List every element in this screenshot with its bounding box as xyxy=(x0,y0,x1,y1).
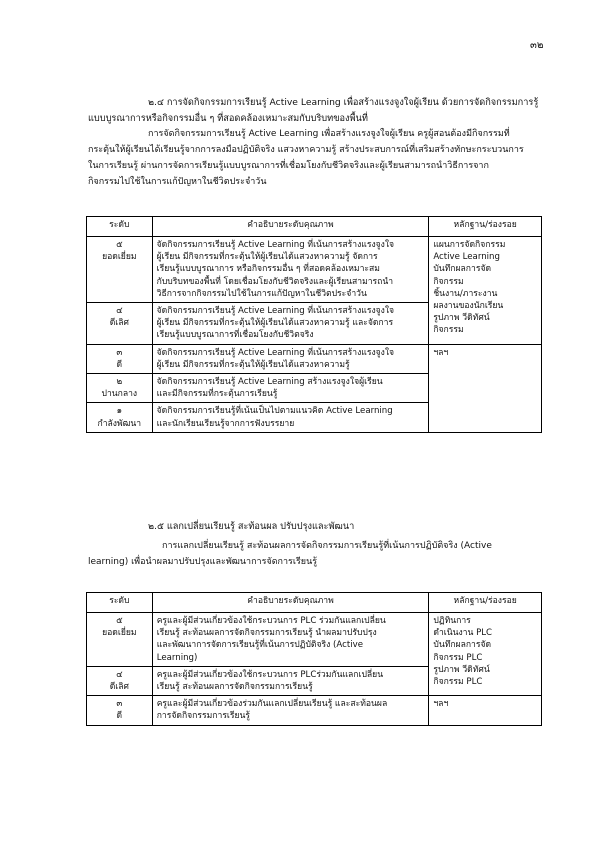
quality-table-2-5 xyxy=(86,592,542,726)
section-heading-2-4: ๒.๔ การจัดกิจกรรมการเรียนรู้ Active Learning เพื่อสร้างแรงจูงใจผู้เรียน ด้วยการจัดกิจกรรมการรู้ xyxy=(148,97,539,108)
description-line: เรียนรู้แบบบูรณาการ หรือกิจกรรมอื่น ๆ ที่สอดคล้องเหมาะสม xyxy=(156,264,380,275)
description-cell xyxy=(152,403,429,432)
level-number: ๓ xyxy=(116,347,123,358)
paragraph-line: learning) เพื่อนำผลมาปรับปรุงและพัฒนาการจัดการเรียนรู้ xyxy=(88,557,318,567)
evidence-item: ผลงานของนักเรียน xyxy=(433,301,504,312)
paragraph-line: ในการเรียนรู้ ผ่านการจัดการเรียนรู้แบบบูรณาการที่เชื่อมโยงกับชีวิตจริงและผู้เรียนสามารถนำวิธีการจาก xyxy=(88,161,489,171)
evidence-item: Active Learning xyxy=(433,252,500,263)
column-header-evidence: หลักฐาน/ร่องรอย xyxy=(429,593,542,613)
description-line: จัดกิจกรรมการเรียนรู้ Active Learning ที่เน้นการสร้างแรงจูงใจ xyxy=(156,240,395,250)
evidence-item: บันทึกผลการจัด xyxy=(433,640,492,651)
level-label: ยอดเยี่ยม xyxy=(102,252,137,263)
table-row xyxy=(87,237,542,303)
paragraph-line: กิจกรรมไปใช้ในการแก้ปัญหาในชีวิตประจำวัน xyxy=(88,177,267,187)
evidence-item: รูปภาพ วีดิทัศน์ xyxy=(433,313,490,324)
level-label: ยอดเยี่ยม xyxy=(102,628,137,639)
level-cell xyxy=(87,303,153,345)
level-number: ๕ xyxy=(116,616,123,626)
evidence-item: แผนการจัดกิจกรรม xyxy=(433,240,506,250)
table-row xyxy=(87,613,542,667)
description-line: จัดกิจกรรมการเรียนรู้ที่เน้นเป็นไปตามแนวคิด Active Learning xyxy=(156,406,393,417)
level-cell xyxy=(87,613,153,667)
evidence-item: กิจกรรม PLC xyxy=(433,652,483,663)
level-cell xyxy=(87,344,153,373)
description-line: ผู้เรียน มีกิจกรรมที่กระตุ้นให้ผู้เรียนได้แสวงหาความรู้ xyxy=(156,359,350,370)
level-label: ดี xyxy=(116,711,123,722)
description-line: และนักเรียนเรียนรู้จากการฟังบรรยาย xyxy=(156,418,295,429)
description-line: ผู้เรียน มีกิจกรรมที่กระตุ้นให้ผู้เรียนได้แสวงหาความรู้ และจัดการ xyxy=(156,318,394,329)
description-line: ครูและผู้มีส่วนเกี่ยวข้องร่วมกันแลกเปลี่ยนเรียนรู้ และสะท้อนผล xyxy=(156,699,388,710)
description-line: กับบริบทของพื้นที่ โดยเชื่อมโยงกับชีวิตจริงและผู้เรียนสามารถนำ xyxy=(156,276,394,287)
evidence-item: กิจกรรม PLC xyxy=(433,677,483,688)
evidence-item: บันทึกผลการจัด xyxy=(433,264,492,275)
level-cell xyxy=(87,666,153,695)
description-line: ผู้เรียน มีกิจกรรมที่กระตุ้นให้ผู้เรียนได้แสวงหาความรู้ จัดการ xyxy=(156,252,378,263)
evidence-item: ชิ้นงาน/ภาระงาน xyxy=(433,288,498,299)
description-cell xyxy=(152,666,429,695)
description-line: เรียนรู้ สะท้อนผลการจัดกิจกรรมการเรียนรู้ นำผลมาปรับปรุง xyxy=(156,628,377,639)
description-cell xyxy=(152,374,429,403)
description-cell xyxy=(152,613,429,667)
evidence-item: รูปภาพ วีดิทัศน์ xyxy=(433,664,490,675)
level-label: ดีเลิศ xyxy=(109,318,129,329)
evidence-ditto: ฯลฯ xyxy=(433,347,449,358)
paragraph-line: การจัดกิจกรรมการเรียนรู้ Active Learning เพื่อสร้างแรงจูงใจผู้เรียน ครูผู้สอนต้องมีกิจกรรมที่ xyxy=(148,129,510,139)
description-line: เรียนรู้ สะท้อนผลการจัดกิจกรรมการเรียนรู้ xyxy=(156,682,313,693)
column-header-description: คำอธิบายระดับคุณภาพ xyxy=(152,217,429,237)
evidence-cell xyxy=(429,613,542,696)
level-label: ดี xyxy=(116,359,123,370)
description-line: และพัฒนาการจัดการเรียนรู้ที่เน้นการปฏิบัติจริง (Active xyxy=(156,640,363,651)
evidence-cell xyxy=(429,696,542,725)
description-cell xyxy=(152,303,429,345)
column-header-evidence: หลักฐาน/ร่องรอย xyxy=(429,217,542,237)
paragraph-line: กระตุ้นให้ผู้เรียนได้เรียนรู้จากการลงมือปฏิบัติจริง แสวงหาความรู้ สร้างประสบการณ์ที่เสริมสร้างทักษะกระบวนการ xyxy=(88,145,524,155)
table-header-row xyxy=(87,217,542,237)
level-label: ดีเลิศ xyxy=(109,682,129,693)
evidence-item: ดำเนินงาน PLC xyxy=(433,628,493,639)
description-line: ครูและผู้มีส่วนเกี่ยวข้องใช้กระบวนการ PLC ร่วมกันแลกเปลี่ยน xyxy=(156,616,386,626)
column-header-level: ระดับ xyxy=(87,593,153,613)
description-line: และมีกิจกรรมที่กระตุ้นการเรียนรู้ xyxy=(156,389,278,400)
level-number: ๓ xyxy=(116,699,123,710)
description-line: จัดกิจกรรมการเรียนรู้ Active Learning สร้างแรงจูงใจผู้เรียน xyxy=(156,377,383,388)
level-label: ปานกลาง xyxy=(101,389,138,400)
description-line: วิธีการจากกิจกรรมไปใช้ในการแก้ปัญหาในชีวิตประจำวัน xyxy=(156,288,367,299)
column-header-level: ระดับ xyxy=(87,217,153,237)
evidence-ditto: ฯลฯ xyxy=(433,699,449,710)
description-cell xyxy=(152,344,429,373)
level-cell xyxy=(87,696,153,725)
table-row xyxy=(87,696,542,725)
description-cell xyxy=(152,237,429,303)
column-header-description: คำอธิบายระดับคุณภาพ xyxy=(152,593,429,613)
description-line: การจัดกิจกรรมการเรียนรู้ xyxy=(156,711,251,722)
description-line: Learning) xyxy=(156,652,198,663)
page-number: ๓๒ xyxy=(530,40,544,51)
evidence-item: กิจกรรม xyxy=(433,276,464,287)
level-number: ๔ xyxy=(116,306,123,317)
evidence-cell xyxy=(429,237,542,345)
section-heading-2-4-cont: แบบบูรณาการหรือกิจกรรมอื่น ๆ ที่สอดคล้องเหมาะสมกับบริบทของพื้นที่ xyxy=(88,113,368,124)
quality-table-2-4 xyxy=(86,216,542,433)
evidence-item: ปฏิทินการ xyxy=(433,616,471,626)
evidence-cell xyxy=(429,344,542,432)
description-line: เรียนรู้แบบบูรณาการที่เชื่อมโยงกับชีวิตจริง xyxy=(156,330,314,341)
description-line: จัดกิจกรรมการเรียนรู้ Active Learning ที่เน้นการสร้างแรงจูงใจ xyxy=(156,306,395,317)
level-label: กำลังพัฒนา xyxy=(97,418,142,429)
table-row xyxy=(87,344,542,373)
level-cell xyxy=(87,237,153,303)
paragraph-line: การแลกเปลี่ยนเรียนรู้ สะท้อนผลการจัดกิจกรรมการเรียนรู้ที่เน้นการปฏิบัติจริง (Active xyxy=(162,541,492,551)
level-number: ๔ xyxy=(116,669,123,680)
description-line: ครูและผู้มีส่วนเกี่ยวข้องใช้กระบวนการ PLCร่วมกันแลกเปลี่ยน xyxy=(156,669,384,680)
level-number: ๑ xyxy=(116,406,123,417)
level-cell xyxy=(87,374,153,403)
level-number: ๕ xyxy=(116,240,123,250)
evidence-item: กิจกรรม xyxy=(433,325,464,336)
level-number: ๒ xyxy=(116,377,123,388)
level-cell xyxy=(87,403,153,432)
description-cell xyxy=(152,696,429,725)
description-line: จัดกิจกรรมการเรียนรู้ Active Learning ที่เน้นการสร้างแรงจูงใจ xyxy=(156,347,395,358)
section-heading-2-5: ๒.๕ แลกเปลี่ยนเรียนรู้ สะท้อนผล ปรับปรุงและพัฒนา xyxy=(148,521,355,532)
table-header-row xyxy=(87,593,542,613)
